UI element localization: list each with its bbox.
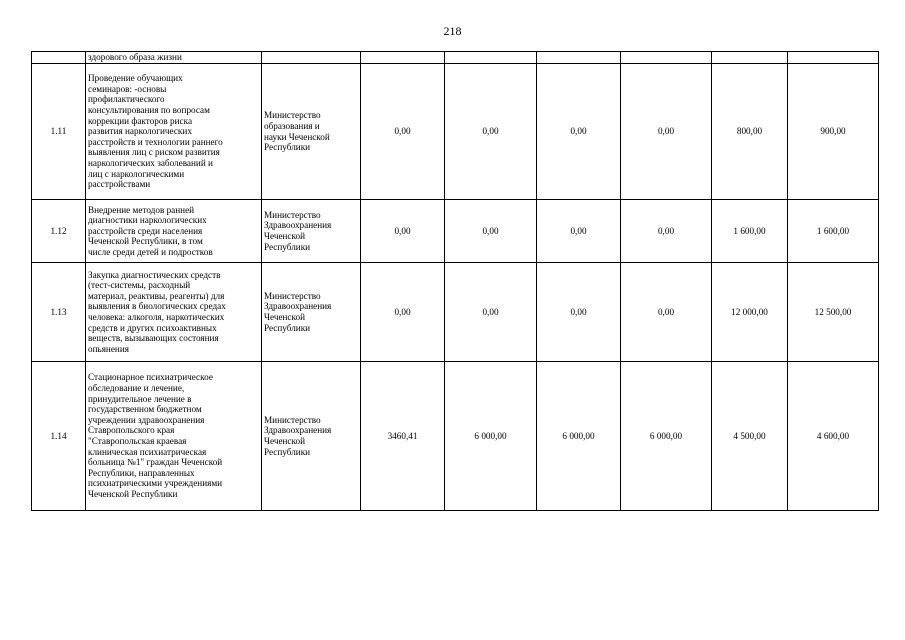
- value-cell: 12 500,00: [788, 263, 879, 362]
- value-cell: 0,00: [537, 263, 621, 362]
- value-cell: 800,00: [712, 64, 788, 200]
- value-cell: [621, 52, 712, 64]
- value-cell: 0,00: [361, 263, 445, 362]
- table-row: [32, 362, 879, 511]
- value-cell: 1 600,00: [712, 200, 788, 263]
- responsible-organization: Министерство образования и науки Чеченской Республики: [264, 110, 330, 153]
- value-cell: 4 500,00: [712, 362, 788, 511]
- activity-description-cell: [86, 64, 262, 200]
- responsible-organization-cell: [262, 52, 361, 64]
- responsible-organization: Министерство Здравоохранения Чеченской Республики: [264, 290, 332, 333]
- value-cell: [537, 52, 621, 64]
- value-cell: 0,00: [537, 200, 621, 263]
- activity-description-cell: [86, 362, 262, 511]
- value-cell: 0,00: [537, 64, 621, 200]
- activity-description: Внедрение методов ранней диагностики наркологических расстройств среди населения Чеченской Республики, в том числе среди детей и подростков: [88, 204, 213, 257]
- value-cell: [361, 52, 445, 64]
- value-cell: 0,00: [445, 200, 537, 263]
- activity-description: здорового образа жизни: [88, 52, 182, 63]
- value-cell: [445, 52, 537, 64]
- value-cell: 6 000,00: [445, 362, 537, 511]
- value-cell: 0,00: [621, 64, 712, 200]
- table-row: [32, 64, 879, 200]
- value-cell: 1 600,00: [788, 200, 879, 263]
- activity-description: Закупка диагностических средств (тест-системы, расходный материал, реактивы, реагенты) для выявления в биологических средах человека: алкоголя, наркотических средств и других психоактивных веществ, вызывающих состояния опьянения: [88, 269, 226, 354]
- value-cell: 6 000,00: [621, 362, 712, 511]
- row-number-cell: 1.12: [32, 200, 86, 263]
- value-cell: 0,00: [621, 263, 712, 362]
- responsible-organization-cell: [262, 200, 361, 263]
- responsible-organization: Министерство Здравоохранения Чеченской Республики: [264, 414, 332, 457]
- value-cell: [788, 52, 879, 64]
- row-number-cell: 1.13: [32, 263, 86, 362]
- value-cell: 0,00: [445, 263, 537, 362]
- row-number-cell: 1.11: [32, 64, 86, 200]
- responsible-organization: Министерство Здравоохранения Чеченской Республики: [264, 209, 332, 252]
- value-cell: 6 000,00: [537, 362, 621, 511]
- value-cell: 0,00: [361, 200, 445, 263]
- activity-description-cell: [86, 52, 262, 64]
- table-row: [32, 200, 879, 263]
- table-row: [32, 263, 879, 362]
- value-cell: 3460,41: [361, 362, 445, 511]
- responsible-organization-cell: [262, 263, 361, 362]
- value-cell: 12 000,00: [712, 263, 788, 362]
- value-cell: 0,00: [445, 64, 537, 200]
- activity-description-cell: [86, 200, 262, 263]
- row-number-cell: [32, 52, 86, 64]
- row-number-cell: 1.14: [32, 362, 86, 511]
- page-number: 218: [443, 24, 462, 38]
- budget-table: [31, 51, 879, 511]
- activity-description: Стационарное психиатрическое обследование и лечение, принудительное лечение в государственном бюджетном учреждении здравоохранения Ставропольского края "Ставропольская краевая клиническая психиатрическая больница №1" граждан Чеченской Республики, направленных психиатрическими учреждениями Чеченской Республики: [88, 372, 223, 499]
- table-row-continued: [32, 52, 879, 64]
- responsible-organization-cell: [262, 64, 361, 200]
- value-cell: 0,00: [361, 64, 445, 200]
- value-cell: 0,00: [621, 200, 712, 263]
- activity-description-cell: [86, 263, 262, 362]
- responsible-organization-cell: [262, 362, 361, 511]
- activity-description: Проведение обучающих семинаров: -основы профилактического консультирования по вопросам коррекции факторов риска развития наркологических расстройств и технологии раннего выявления лиц с риском развития наркологических заболеваний и лиц с наркологическими расстройствами: [88, 73, 223, 190]
- value-cell: 4 600,00: [788, 362, 879, 511]
- value-cell: [712, 52, 788, 64]
- value-cell: 900,00: [788, 64, 879, 200]
